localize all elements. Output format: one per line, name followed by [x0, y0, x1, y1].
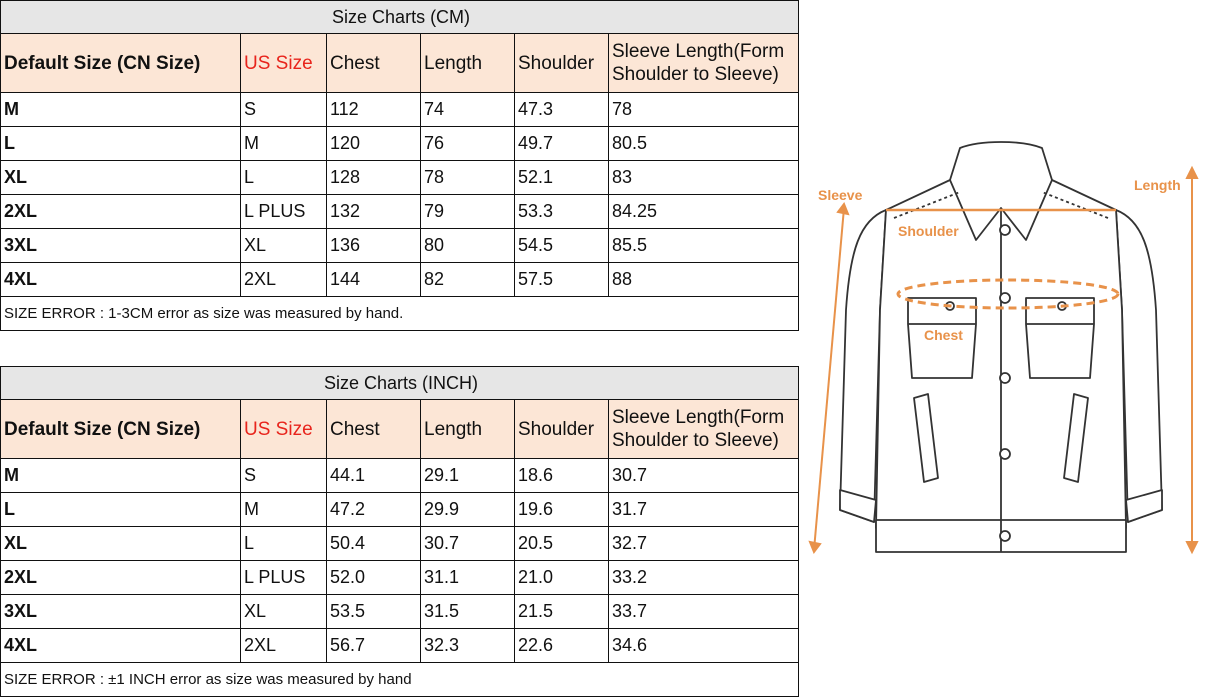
chest-cell: 56.7: [327, 629, 421, 663]
header-us-size: US Size: [241, 34, 327, 93]
cn-size-cell: L: [1, 493, 241, 527]
us-size-cell: 2XL: [241, 629, 327, 663]
cn-size-cell: L: [1, 127, 241, 161]
table-title: Size Charts (INCH): [1, 367, 799, 400]
length-label: Length: [1134, 177, 1181, 193]
us-size-cell: L PLUS: [241, 561, 327, 595]
cn-size-cell: 4XL: [1, 629, 241, 663]
us-size-cell: S: [241, 93, 327, 127]
header-shoulder: Shoulder: [515, 34, 609, 93]
sleeve-cell: 33.7: [609, 595, 799, 629]
shoulder-cell: 18.6: [515, 459, 609, 493]
shoulder-cell: 19.6: [515, 493, 609, 527]
table-row: [1, 561, 799, 595]
us-size-cell: XL: [241, 229, 327, 263]
chest-label: Chest: [924, 327, 963, 343]
shoulder-cell: 22.6: [515, 629, 609, 663]
header-shoulder: Shoulder: [515, 400, 609, 459]
table-row: [1, 527, 799, 561]
table-row: [1, 459, 799, 493]
sleeve-cell: 30.7: [609, 459, 799, 493]
sleeve-cell: 31.7: [609, 493, 799, 527]
table-row: [1, 629, 799, 663]
cn-size-cell: XL: [1, 161, 241, 195]
chest-cell: 132: [327, 195, 421, 229]
us-size-cell: XL: [241, 595, 327, 629]
shoulder-cell: 20.5: [515, 527, 609, 561]
sleeve-cell: 32.7: [609, 527, 799, 561]
header-length: Length: [421, 400, 515, 459]
us-size-cell: L: [241, 527, 327, 561]
chest-cell: 120: [327, 127, 421, 161]
us-size-cell: L PLUS: [241, 195, 327, 229]
size-error-note: SIZE ERROR : 1-3CM error as size was measured by hand.: [1, 297, 799, 331]
table-row: [1, 161, 799, 195]
table-row: [1, 263, 799, 297]
length-cell: 29.9: [421, 493, 515, 527]
header-sleeve-length: Sleeve Length(Form Shoulder to Sleeve): [609, 400, 799, 459]
shoulder-cell: 57.5: [515, 263, 609, 297]
shoulder-cell: 49.7: [515, 127, 609, 161]
shoulder-cell: 52.1: [515, 161, 609, 195]
sleeve-cell: 78: [609, 93, 799, 127]
length-cell: 30.7: [421, 527, 515, 561]
cn-size-cell: 3XL: [1, 229, 241, 263]
length-cell: 78: [421, 161, 515, 195]
size-error-note: SIZE ERROR : ±1 INCH error as size was measured by hand: [1, 663, 799, 697]
chest-cell: 53.5: [327, 595, 421, 629]
header-row: [1, 400, 799, 459]
header-row: [1, 34, 799, 93]
shoulder-cell: 21.0: [515, 561, 609, 595]
chest-cell: 144: [327, 263, 421, 297]
cn-size-cell: XL: [1, 527, 241, 561]
us-size-cell: 2XL: [241, 263, 327, 297]
chest-cell: 44.1: [327, 459, 421, 493]
us-size-cell: S: [241, 459, 327, 493]
jacket-measurement-diagram: [800, 130, 1220, 570]
chest-cell: 52.0: [327, 561, 421, 595]
length-cell: 32.3: [421, 629, 515, 663]
length-cell: 31.5: [421, 595, 515, 629]
table-row: [1, 195, 799, 229]
header-us-size: US Size: [241, 400, 327, 459]
chest-cell: 50.4: [327, 527, 421, 561]
header-length: Length: [421, 34, 515, 93]
header-cn-size: Default Size (CN Size): [1, 400, 241, 459]
jacket-icon: [840, 142, 1162, 552]
length-cell: 82: [421, 263, 515, 297]
chest-cell: 47.2: [327, 493, 421, 527]
sleeve-cell: 85.5: [609, 229, 799, 263]
length-cell: 79: [421, 195, 515, 229]
us-size-cell: M: [241, 127, 327, 161]
table-title: Size Charts (CM): [1, 1, 799, 34]
length-cell: 31.1: [421, 561, 515, 595]
table-row: [1, 595, 799, 629]
header-sleeve-length: Sleeve Length(Form Shoulder to Sleeve): [609, 34, 799, 93]
shoulder-cell: 21.5: [515, 595, 609, 629]
header-chest: Chest: [327, 34, 421, 93]
chest-cell: 112: [327, 93, 421, 127]
shoulder-label: Shoulder: [898, 223, 959, 239]
cn-size-cell: 3XL: [1, 595, 241, 629]
chest-cell: 128: [327, 161, 421, 195]
table-row: [1, 127, 799, 161]
table-row: [1, 229, 799, 263]
sleeve-label: Sleeve: [818, 187, 863, 203]
sleeve-cell: 88: [609, 263, 799, 297]
length-cell: 80: [421, 229, 515, 263]
shoulder-cell: 47.3: [515, 93, 609, 127]
sleeve-cell: 34.6: [609, 629, 799, 663]
us-size-cell: L: [241, 161, 327, 195]
length-cell: 76: [421, 127, 515, 161]
table-row: [1, 493, 799, 527]
table-row: [1, 93, 799, 127]
us-size-cell: M: [241, 493, 327, 527]
size-chart-cm: [0, 0, 799, 331]
header-chest: Chest: [327, 400, 421, 459]
shoulder-cell: 54.5: [515, 229, 609, 263]
chest-cell: 136: [327, 229, 421, 263]
cn-size-cell: 4XL: [1, 263, 241, 297]
cn-size-cell: M: [1, 93, 241, 127]
length-cell: 29.1: [421, 459, 515, 493]
shoulder-cell: 53.3: [515, 195, 609, 229]
length-cell: 74: [421, 93, 515, 127]
cn-size-cell: M: [1, 459, 241, 493]
sleeve-cell: 83: [609, 161, 799, 195]
cn-size-cell: 2XL: [1, 561, 241, 595]
size-chart-inch: [0, 366, 799, 697]
sleeve-cell: 84.25: [609, 195, 799, 229]
cn-size-cell: 2XL: [1, 195, 241, 229]
sleeve-cell: 33.2: [609, 561, 799, 595]
header-cn-size: Default Size (CN Size): [1, 34, 241, 93]
sleeve-cell: 80.5: [609, 127, 799, 161]
